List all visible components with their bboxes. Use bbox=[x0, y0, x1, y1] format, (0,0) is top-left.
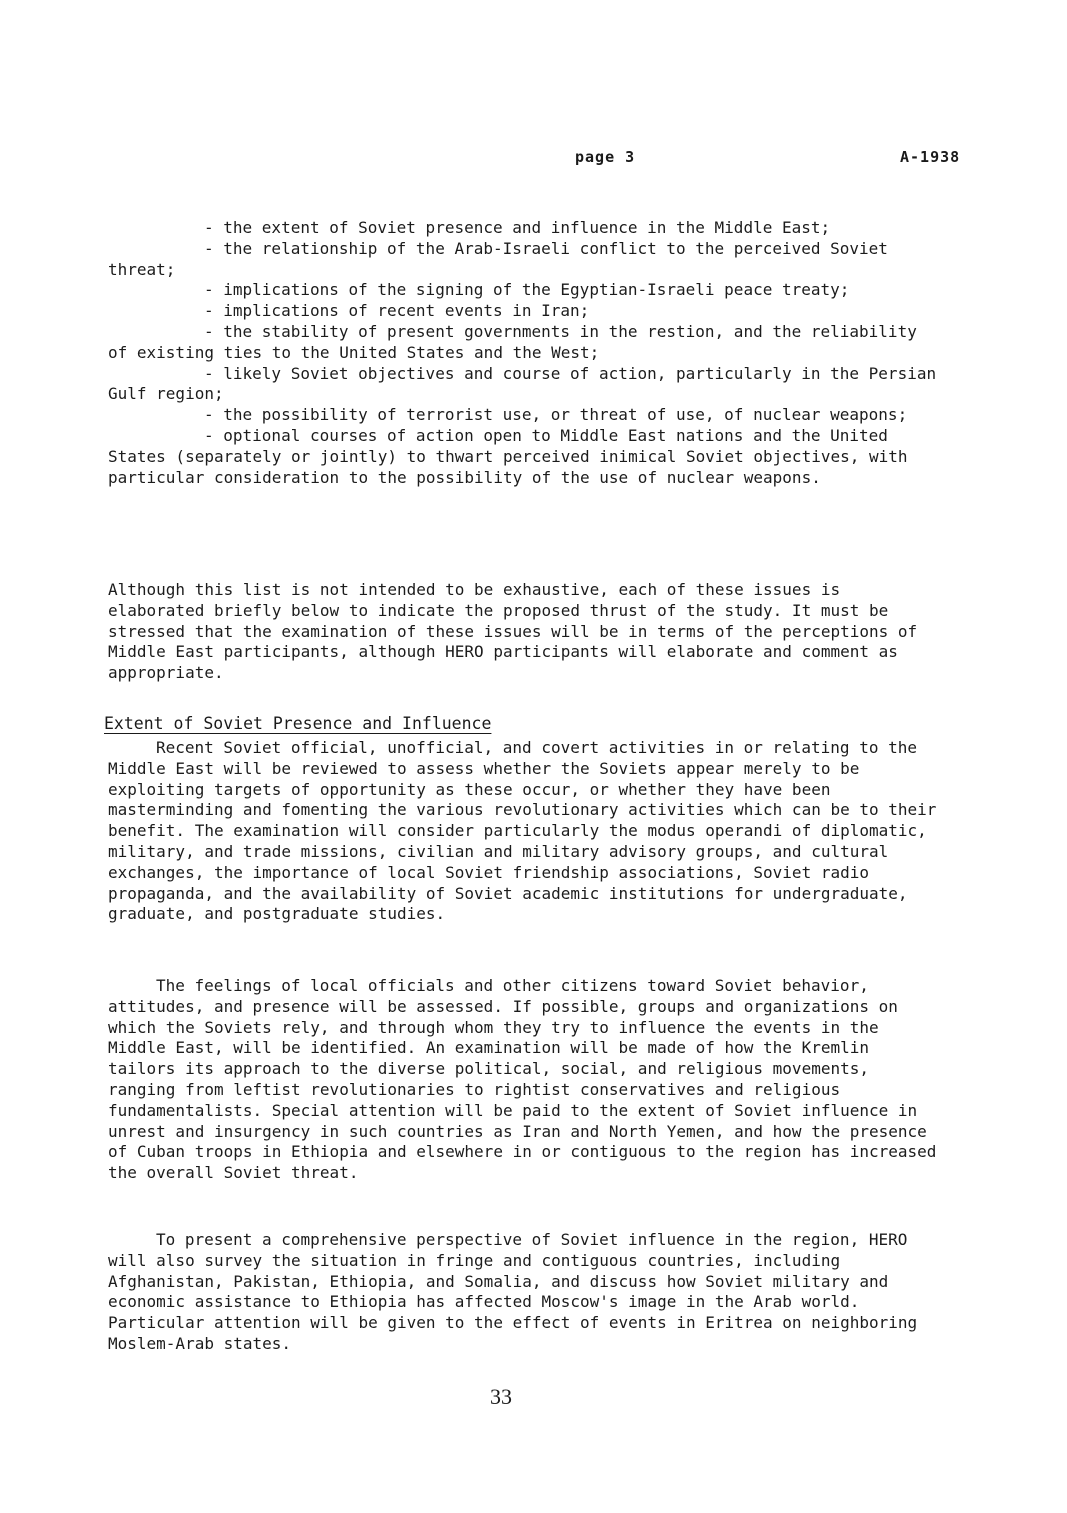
issue-item: - the extent of Soviet presence and influence in the Middle East; bbox=[204, 218, 831, 237]
issue-item: - the stability of present governments in the restion, and the reliability of existing ties to the United States and the West; bbox=[108, 321, 917, 362]
body-paragraph: To present a comprehensive perspective of Soviet influence in the region, HERO will also survey the situation in fringe and contiguous countries, including Afghanistan, Pakistan, Ethiopia, and Somalia, and discuss how Soviet military and economic assistance to Ethiopia has affected Moscow's image in the Arab world. Particular attention will be given to the effect of events in Eritrea on neighboring Moslem-Arab states. bbox=[108, 1230, 918, 1353]
document-number: A-1938 bbox=[900, 148, 961, 166]
issue-item: - implications of recent events in Iran; bbox=[204, 301, 590, 321]
issue-item: - implications of the signing of the Egyptian-Israeli peace treaty; bbox=[204, 280, 850, 300]
body-paragraph: Recent Soviet official, unofficial, and covert activities in or relating to the Middle East will be reviewed to assess whether the Soviets appear merely to be exploiting targets of opportunity as these occur, or whether they have been masterminding and fomenting the various revolutionary activities which can be to their benefit. The examination will consider particularly the modus operandi of diplomatic, military, and trade missions, civilian and military advisory groups, and cultural exchanges, the importance of local Soviet friendship associations, Soviet radio propaganda, and the availability of Soviet academic institutions for undergraduate, graduate, and postgraduate studies. bbox=[108, 738, 937, 924]
issue-item: - the relationship of the Arab-Israeli conflict to the perceived Soviet threat; bbox=[108, 238, 888, 279]
issue-item: - the possibility of terrorist use, or threat of use, of nuclear weapons; bbox=[204, 405, 908, 425]
page-label: page 3 bbox=[575, 148, 636, 166]
page-number: 33 bbox=[490, 1384, 512, 1409]
issue-list bbox=[108, 218, 938, 488]
section-heading: Extent of Soviet Presence and Influence bbox=[104, 714, 492, 733]
body-paragraph: The feelings of local officials and other citizens toward Soviet behavior, attitudes, and presence will be assessed. If possible, groups and organizations on which the Soviets rely, and through whom they try to influence the events in the Middle East, will be identified. An examination will be made of how the Kremlin tailors its approach to the diverse political, social, and religious movements, ranging from leftist revolutionaries to rightist conservatives and religious fundamentalists. Special attention will be paid to the extent of Soviet influence in unrest and insurgency in such countries as Iran and North Yemen, and how the presence of Cuban troops in Ethiopia and elsewhere in or contiguous to the region has increased the overall Soviet threat. bbox=[108, 976, 937, 1183]
issue-item: - likely Soviet objectives and course of action, particularly in the Persian Gulf region; bbox=[108, 363, 937, 404]
intro-paragraph: Although this list is not intended to be exhaustive, each of these issues is elaborated briefly below to indicate the proposed thrust of the study. It must be stressed that the examination of these issues will be in terms of the perceptions of Middle East participants, although HERO participants will elaborate and comment as appropriate. bbox=[108, 580, 918, 683]
issue-item: - optional courses of action open to Middle East nations and the United States (separately or jointly) to thwart perceived inimical Soviet objectives, with particular consideration to the possibility of the use of nuclear weapons. bbox=[108, 425, 908, 487]
